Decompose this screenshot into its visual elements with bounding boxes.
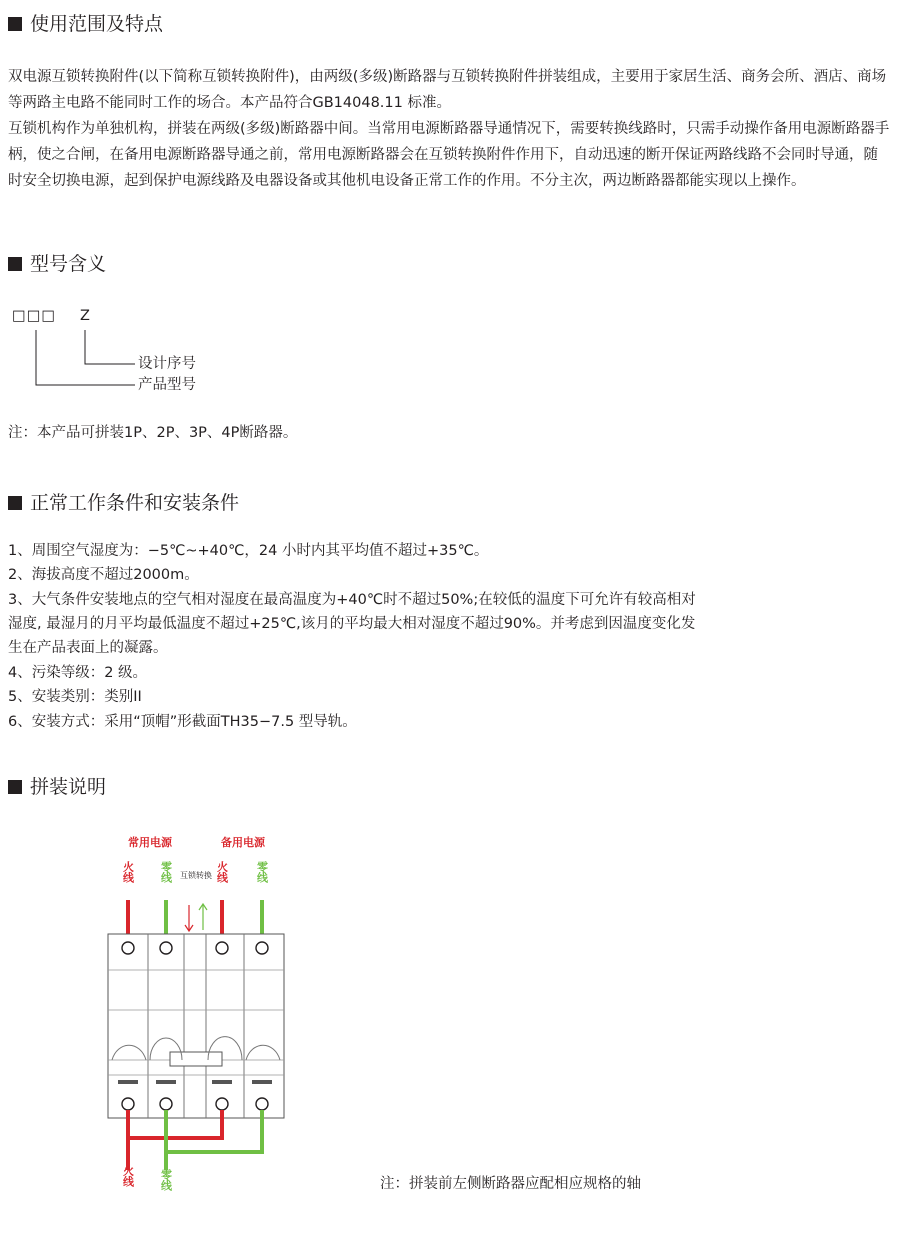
scope-paragraph-1: 双电源互锁转换附件(以下简称互锁转换附件)，由两级(多级)断路器与互锁转换附件拼装组成，主要用于家居生活、商务会所、酒店、商场等两路主电路不能同时工作的场合。本产品符合GB14048.11 标准。 xyxy=(8,69,887,111)
scope-paragraph-2: 互锁机构作为单独机构，拼装在两级(多级)断路器中间。当常用电源断路器导通情况下，需要转换线路时，只需手动操作备用电源断路器手柄，使之合闸，在备用电源断路器导通之前，常用电源断路器会在互锁转换附件作用下，自动迅速的断开保证两路线路不会同时导通，随时安全切换电源，起到保护电源线路及电器设备或其他机电设备正常工作的作用。不分主次，两边断路器都能实现以上操作。 xyxy=(8,121,890,189)
condition-item: 生在产品表面上的凝露。 xyxy=(8,640,168,656)
condition-item: 湿度, 最湿月的月平均最低温度不超过+25℃,该月的平均最大相对湿度不超过90%。并考虑到因温度变化发 xyxy=(8,616,696,632)
model-code-letter: Z xyxy=(80,308,90,324)
label-live-top-2: 火线 xyxy=(215,861,229,883)
label-interlock: 互锁转换 xyxy=(180,871,212,880)
condition-item: 1、周围空气湿度为：−5℃~+40℃，24 小时内其平均值不超过+35℃。 xyxy=(8,543,489,559)
section-title-text: 正常工作条件和安装条件 xyxy=(30,492,240,514)
model-code-boxes: □□□ xyxy=(12,308,57,324)
condition-item: 3、大气条件安装地点的空气相对湿度在最高温度为+40℃时不超过50%;在较低的温度下可允许有较高相对 xyxy=(8,592,696,608)
assembly-note: 注：拼装前左侧断路器应配相应规格的轴 xyxy=(380,1176,641,1192)
condition-item: 2、海拔高度不超过2000m。 xyxy=(8,567,199,583)
section-title-text: 拼装说明 xyxy=(30,776,107,798)
condition-item: 4、污染等级：2 级。 xyxy=(8,665,148,681)
label-design-number: 设计序号 xyxy=(138,356,196,372)
label-live-bottom: 火线 xyxy=(121,1165,135,1187)
section-title-text: 使用范围及特点 xyxy=(30,13,164,35)
condition-item: 6、安装方式：采用“顶帽”形截面TH35−7.5 型导轨。 xyxy=(8,714,357,730)
condition-item: 5、安装类别：类别II xyxy=(8,689,142,705)
header-backup-power: 备用电源 xyxy=(221,836,265,849)
label-product-model: 产品型号 xyxy=(138,377,196,393)
model-note: 注：本产品可拼装1P、2P、3P、4P断路器。 xyxy=(8,425,298,441)
label-neutral-bottom: 零线 xyxy=(159,1169,173,1191)
label-neutral-top-2: 零线 xyxy=(255,861,269,883)
section-title-text: 型号含义 xyxy=(30,253,107,275)
label-neutral-top-1: 零线 xyxy=(159,861,173,883)
header-common-power: 常用电源 xyxy=(128,836,172,849)
label-live-top-1: 火线 xyxy=(121,861,135,883)
